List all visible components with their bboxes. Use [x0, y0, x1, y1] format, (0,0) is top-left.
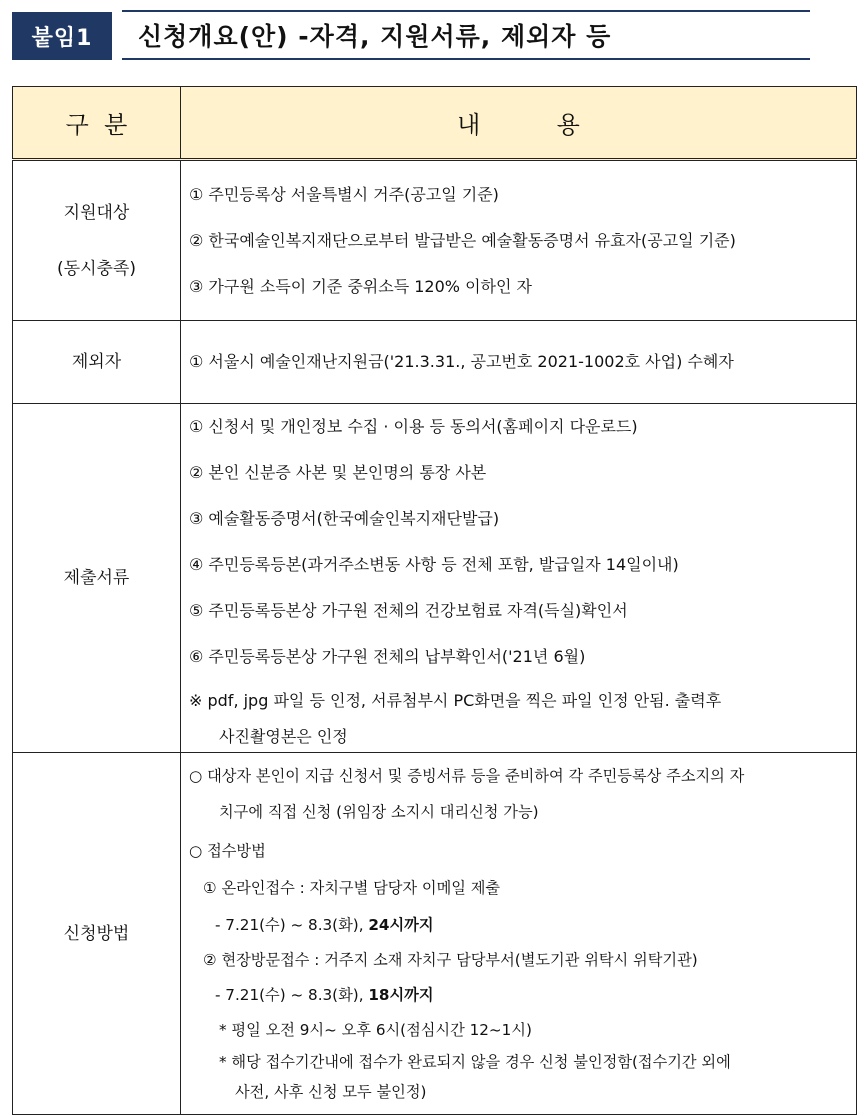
- application-intro-2: 치구에 직접 신청 (위임장 소지시 대리신청 가능): [219, 803, 539, 821]
- eligibility-label-line2: (동시충족): [57, 258, 136, 279]
- eligibility-content: [181, 160, 857, 321]
- title-box: [122, 10, 810, 60]
- row-application: [13, 753, 857, 1115]
- visit-period: [189, 977, 848, 1014]
- document-item-6: ⑥ 주민등록등본상 가구원 전체의 납부확인서('21년 6월): [189, 647, 586, 666]
- header-content: 내 용: [181, 87, 857, 160]
- document-title: 신청개요(안) -자격, 지원서류, 제외자 등: [138, 22, 612, 51]
- document-item-2: ② 본인 신분증 사본 및 본인명의 통장 사본: [189, 463, 487, 482]
- document-item-1: ① 신청서 및 개인정보 수집 · 이용 등 동의서(홈페이지 다운로드): [189, 417, 638, 436]
- document-item-3: ③ 예술활동증명서(한국예술인복지재단발급): [189, 509, 500, 528]
- visit-period-deadline: 18시까지: [368, 986, 434, 1004]
- documents-content: [181, 404, 857, 753]
- online-period-dates: - 7.21(수) ~ 8.3(화),: [215, 916, 369, 934]
- documents-label: 제출서류: [13, 404, 181, 753]
- application-intro-1: ○ 대상자 본인이 지급 신청서 및 증빙서류 등을 준비하여 각 주민등록상 주소지의 자: [189, 767, 745, 785]
- visit-hours-note: * 평일 오전 9시~ 오후 6시(점심시간 12~1시): [219, 1021, 532, 1039]
- eligibility-item-3: ③ 가구원 소득이 기준 중위소득 120% 이하인 자: [189, 276, 532, 296]
- header-category: 구 분: [13, 87, 181, 160]
- row-excluded: [13, 321, 857, 404]
- deadline-note-1: * 해당 접수기간내에 접수가 완료되지 않을 경우 신청 불인정함(접수기간 외에: [219, 1053, 731, 1071]
- row-documents: [13, 404, 857, 753]
- application-label: 신청방법: [13, 753, 181, 1115]
- eligibility-item-2: ② 한국예술인복지재단으로부터 발급받은 예술활동증명서 유효자(공고일 기준): [189, 230, 736, 250]
- excluded-item-1: ① 서울시 예술인재난지원금('21.3.31., 공고번호 2021-1002호 사업) 수혜자: [189, 352, 734, 371]
- online-period-deadline: 24시까지: [368, 916, 434, 934]
- online-period: [189, 907, 848, 944]
- online-method: ① 온라인접수 : 자치구별 담당자 이메일 제출: [203, 879, 501, 897]
- document-note-2: 사진촬영본은 인정: [219, 727, 348, 746]
- application-content: [181, 753, 857, 1115]
- row-eligibility: [13, 160, 857, 321]
- document-item-4: ④ 주민등록등본(과거주소변동 사항 등 전체 포함, 발급일자 14일이내): [189, 555, 679, 574]
- overview-table: [12, 86, 857, 1115]
- deadline-note-2: 사전, 사후 신청 모두 불인정): [235, 1083, 427, 1101]
- eligibility-label: [13, 160, 181, 321]
- eligibility-label-line1: 지원대상: [63, 202, 130, 223]
- visit-method: ② 현장방문접수 : 거주지 소재 자치구 담당부서(별도기관 위탁시 위탁기관): [203, 951, 698, 969]
- attachment-badge: 붙임1: [12, 12, 112, 60]
- document-item-5: ⑤ 주민등록등본상 가구원 전체의 건강보험료 자격(득실)확인서: [189, 601, 628, 620]
- table-header-row: [13, 87, 857, 160]
- excluded-content: [181, 321, 857, 404]
- eligibility-item-1: ① 주민등록상 서울특별시 거주(공고일 기준): [189, 184, 499, 204]
- document-note-1: ※ pdf, jpg 파일 등 인정, 서류첨부시 PC화면을 찍은 파일 인정 안됨. 출력후: [189, 691, 722, 710]
- excluded-label: 제외자: [13, 321, 181, 404]
- visit-period-dates: - 7.21(수) ~ 8.3(화),: [215, 986, 369, 1004]
- application-method-title: ○ 접수방법: [189, 842, 266, 860]
